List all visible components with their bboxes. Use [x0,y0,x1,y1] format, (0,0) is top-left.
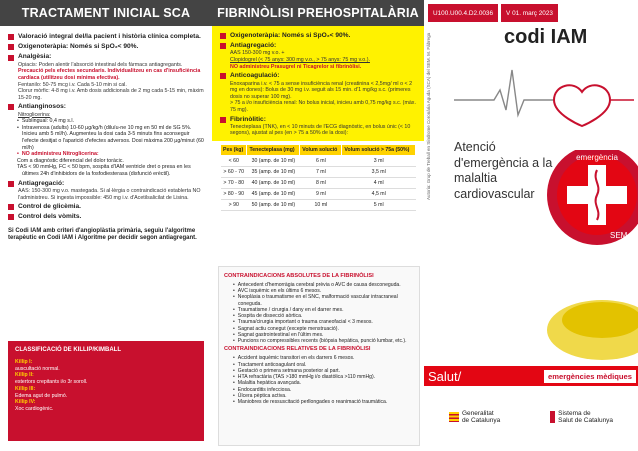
item-control-glicemia: Control de glicèmia. [8,203,206,211]
panel-fibrinolisi [212,0,424,451]
contra-abs-item: • Sagnat gastrointestinal en l'últim mes. [224,332,414,338]
contra-rel-item: • Malaltia hepàtica avançada. [224,380,414,386]
p2-item-oxigen: Oxigenoteràpia: Només si SpO₂< 90%. [220,32,418,40]
item-valoracio: Valoració integral del/la pacient i història clínica completa. [8,33,206,41]
emergency-button-icon [522,150,638,365]
th-pes: Pes (kg) [221,145,247,156]
antiang-line-3: • Intravenosa (adults) 10-60 µg/kg/h (diluïu-ne 10 mg en 50 ml de SG 5%. Inicieu amb 5 ml/h). Augmenteu la dosi cada 3-5 minuts fins aconseguir l'efecte desitjat o l'aparició d'efectes adversos. Dosi màxima 200 µg/minut (60 ml/h) [8,125,206,151]
contra-abs-title: CONTRAINDICACIONS ABSOLUTES DE LA FIBRINÒLISI [224,273,374,279]
table-row: < 60 30 (amp. de 10 ml) 6 ml 3 ml [221,156,416,167]
panel2-upper [212,26,424,141]
contra-rel-item: • Endocarditis infecciosa. [224,387,414,393]
panel1-content [0,26,212,243]
bullet-square-icon [8,204,14,210]
salut-band [424,366,638,386]
p2-anticoag-line-1: Enoxaparina i.v. < 75 a sense insuficiència renal (creatinina < 2,5mg/ ml o < 2 mg en dones): Bolus de 30 mg i.v. seguit als 15 min. d'1 mg/kg s.c. (primeres dosis no superar 100 mg). [230,80,413,100]
bullet-square-icon [8,214,14,220]
panel1-header: TRACTAMENT INICIAL SCA [0,0,212,26]
cover-subtitle: Atenció d'emergència a la malaltia cardiovascular [454,140,553,201]
analgesia-line-4: Clorur mòrfic: 4-8 mg i.v. Amb dosis addicionals de 2 mg cada 5-15 min, màxim 15-20 mg. [18,88,204,101]
contra-abs-item: • Sospita de dissecció aòrtica. [224,313,414,319]
analgesia-line-2: Precaució pels efectes secundaris. Individualitzeu en cas d'insuficiència cardíaca (utilitzeu dosi mínima efectiva). [18,68,201,81]
killip-row: Killip II: estertors crepitants i/o 3r soroll. [15,372,88,386]
item-oxigen: Oxigenoteràpia: Només si SpO₂< 90%. [8,43,206,51]
bullet-square-icon [220,73,226,79]
bullet-square-icon [8,181,14,187]
contra-abs-item: • AVC isquèmic en els últims 6 mesos. [224,288,414,294]
emergencies-logo: emergències mèdiques [544,370,636,383]
bullet-square-icon [8,44,14,50]
item-antianginosos: Antianginosos: [8,103,206,111]
killip-box [8,341,204,441]
sistema-salut-icon [550,411,555,423]
antiang-line-5: Com a diagnòstic diferencial del dolor toràcic. [17,157,124,164]
p2-antiag-line-3: NO administreu Prasugrel ni Ticagrelor si fibrinòlisi. [230,63,362,70]
code-bar [424,0,638,22]
killip-row: Killip IV: Xoc cardiogènic. [15,399,54,413]
contra-rel-item: • Accident isquèmic transitori en els darrers 6 mesos. [224,355,414,361]
killip-row: Killip III: Edema agut de pulmó. [15,385,68,399]
contra-rel-item: • HTA refractària (TAS >180 mmHg i/o diastòlica >110 mmHg). [224,374,414,380]
contra-rel-title: CONTRAINDICACIONS RELATIVES DE LA FIBRINÒLISI [224,346,371,353]
contra-abs-item: • Sagnat actiu conegut (excepte menstruació). [224,326,414,332]
analgesia-line-1: Opiacis: Poden alentir l'absorció intestinal dels fàrmacs antiagregants. [18,61,183,68]
institutional-logos [424,410,638,424]
contra-abs-item: • Puncions no compressibles recents (biòpsia hepàtica, punció lumbar, etc.). [224,338,414,344]
p2-item-fibrin: Fibrinòlitic: [220,116,418,124]
bullet-square-icon [220,33,226,39]
p2-anticoag-line-2: > 75 a i/o insuficiència renal: No bolus inicial, inicieu amb 0,75 mg/kg s.c. (màx. 75 mg). [230,100,416,113]
angioplastia-note: Si Codi IAM amb criteri d'angioplàstia primària, seguiu l'algoritme terapèutic en Codi IAM i Algoritme per decidir segon antiagregant. [8,227,197,242]
bullet-square-icon [8,55,14,61]
version-code: V 01. març 2023 [501,4,558,22]
contra-rel-item: • Tractament anticoagulant oral. [224,362,414,368]
contra-abs-item: • Trauma/cirurgia important o trauma craneofacial < 3 mesos. [224,319,414,325]
item-analgesia: Analgèsia: [8,53,206,61]
antiang-line-2: • Sublingual: 0,4 mg s.l. [8,118,206,125]
bullet-square-icon [220,43,226,49]
table-header-row [221,145,416,156]
tenecteplasa-table [220,144,416,211]
killip-row: Killip I: auscultació normal. [15,358,60,372]
senyera-icon [449,412,459,422]
item-antiagregacio: Antiagregació: [8,180,206,188]
bullet-square-icon [220,117,226,123]
contra-abs-item: • Neoplàsia o traumatisme en el SNC, malformació vascular intracraneal coneguda. [224,294,414,307]
contra-rel-item: • Maniobres de ressuscitació perllongades o reanimació traumàtica. [224,399,414,405]
panel2-header: FIBRINÒLISI PREHOSPITALÀRIA [212,0,424,26]
item-control-vomits: Control dels vòmits. [8,213,206,221]
table-row: > 60 - 70 35 (amp. de 10 ml) 7 ml 3,5 ml [221,167,416,178]
authorship-text: Autoria: Grup de Treball en Síndrome Coronària Aguda (SCA) del SEM. M. Fàbrega [426,32,431,200]
panel-cover [424,0,638,451]
p2-antiag-line-1: AAS 150-300 mg v.o. + [230,50,285,57]
contraindicacions-box [218,266,420,446]
analgesia-line-3: Fentanilo: 50-75 mcg i.v. Cada 5-10 min si cal. [18,81,127,88]
bullet-square-icon [8,34,14,40]
contra-rel-item: • Úlcera pèptica activa. [224,393,414,399]
table-row: > 90 50 (amp. de 10 ml) 10 ml 5 ml [221,200,416,211]
panel-tractament [0,0,212,451]
contra-abs-item: • Traumatisme / cirurgia / dany en el darrer mes. [224,307,414,313]
antiang-line-6: TAS < 90 mmHg, FC < 50 bpm, sospita d'IAM ventricle dret o presa en les últimes 24h d'inhibidors de la fosfodiesterasa (disfunció erèctil). [17,164,191,178]
killip-title: CLASSIFICACIÓ DE KILLIP/KIMBALL [15,347,121,353]
table-row: > 70 - 80 40 (amp. de 10 ml) 8 ml 4 ml [221,178,416,189]
antiagregacio-line: AAS: 150-300 mg v.o. mastegada. Si al·lèrgia o contraindicació establerta NO l'administreu. Si ingesta impossible: 450 mg i.v. d'Acetilsalicilat de Lisina. [18,187,201,201]
th-volum: Volum solució [300,145,342,156]
cover-title: codi IAM [504,26,588,48]
svg-text:SEM: SEM [610,231,628,240]
bullet-square-icon [8,104,14,110]
generalitat-logo: Generalitat de Catalunya [449,410,500,424]
contra-abs-item: • Antecedent d'hemorràgia cerebral prèvia o AVC de causa desconeguda. [224,282,414,288]
svg-text:emergència: emergència [576,153,618,162]
ecg-heart-icon [454,60,634,130]
document-code: U100.U00.4.D2.0036 [428,4,498,22]
antiang-line-4: • NO administreu Nitroglicerina: [8,151,206,158]
p2-fibrin-line: Tenecteplasa (TNK), en < 10 minuts de l'ECG diagnòstic, en bolus únic (< 10 segons), ajustat al pes (en > 75 a 50% de la dosi): [230,123,411,137]
antiang-line-1: Nitroglicerina: [18,111,51,118]
salut-logo: Salut/ [428,368,462,384]
contra-rel-item: • Gestació o primera setmana posterior al part. [224,368,414,374]
p2-item-antiag: Antiagregació: [220,42,418,50]
th-tenecteplasa: Tenecteplasa (mg) [247,145,300,156]
table-row: > 80 - 90 45 (amp. de 10 ml) 9 ml 4,5 ml [221,189,416,200]
p2-item-anticoag: Anticoagulació: [220,72,418,80]
p2-antiag-line-2: Clopidogrel (< 75 anys: 300 mg v.o., > 75 anys: 75 mg v.o.). [230,57,370,64]
th-volum-75: Volum solució > 75a (50%) [342,145,416,156]
sistema-salut-logo: Sistema de Salut de Catalunya [550,410,613,424]
